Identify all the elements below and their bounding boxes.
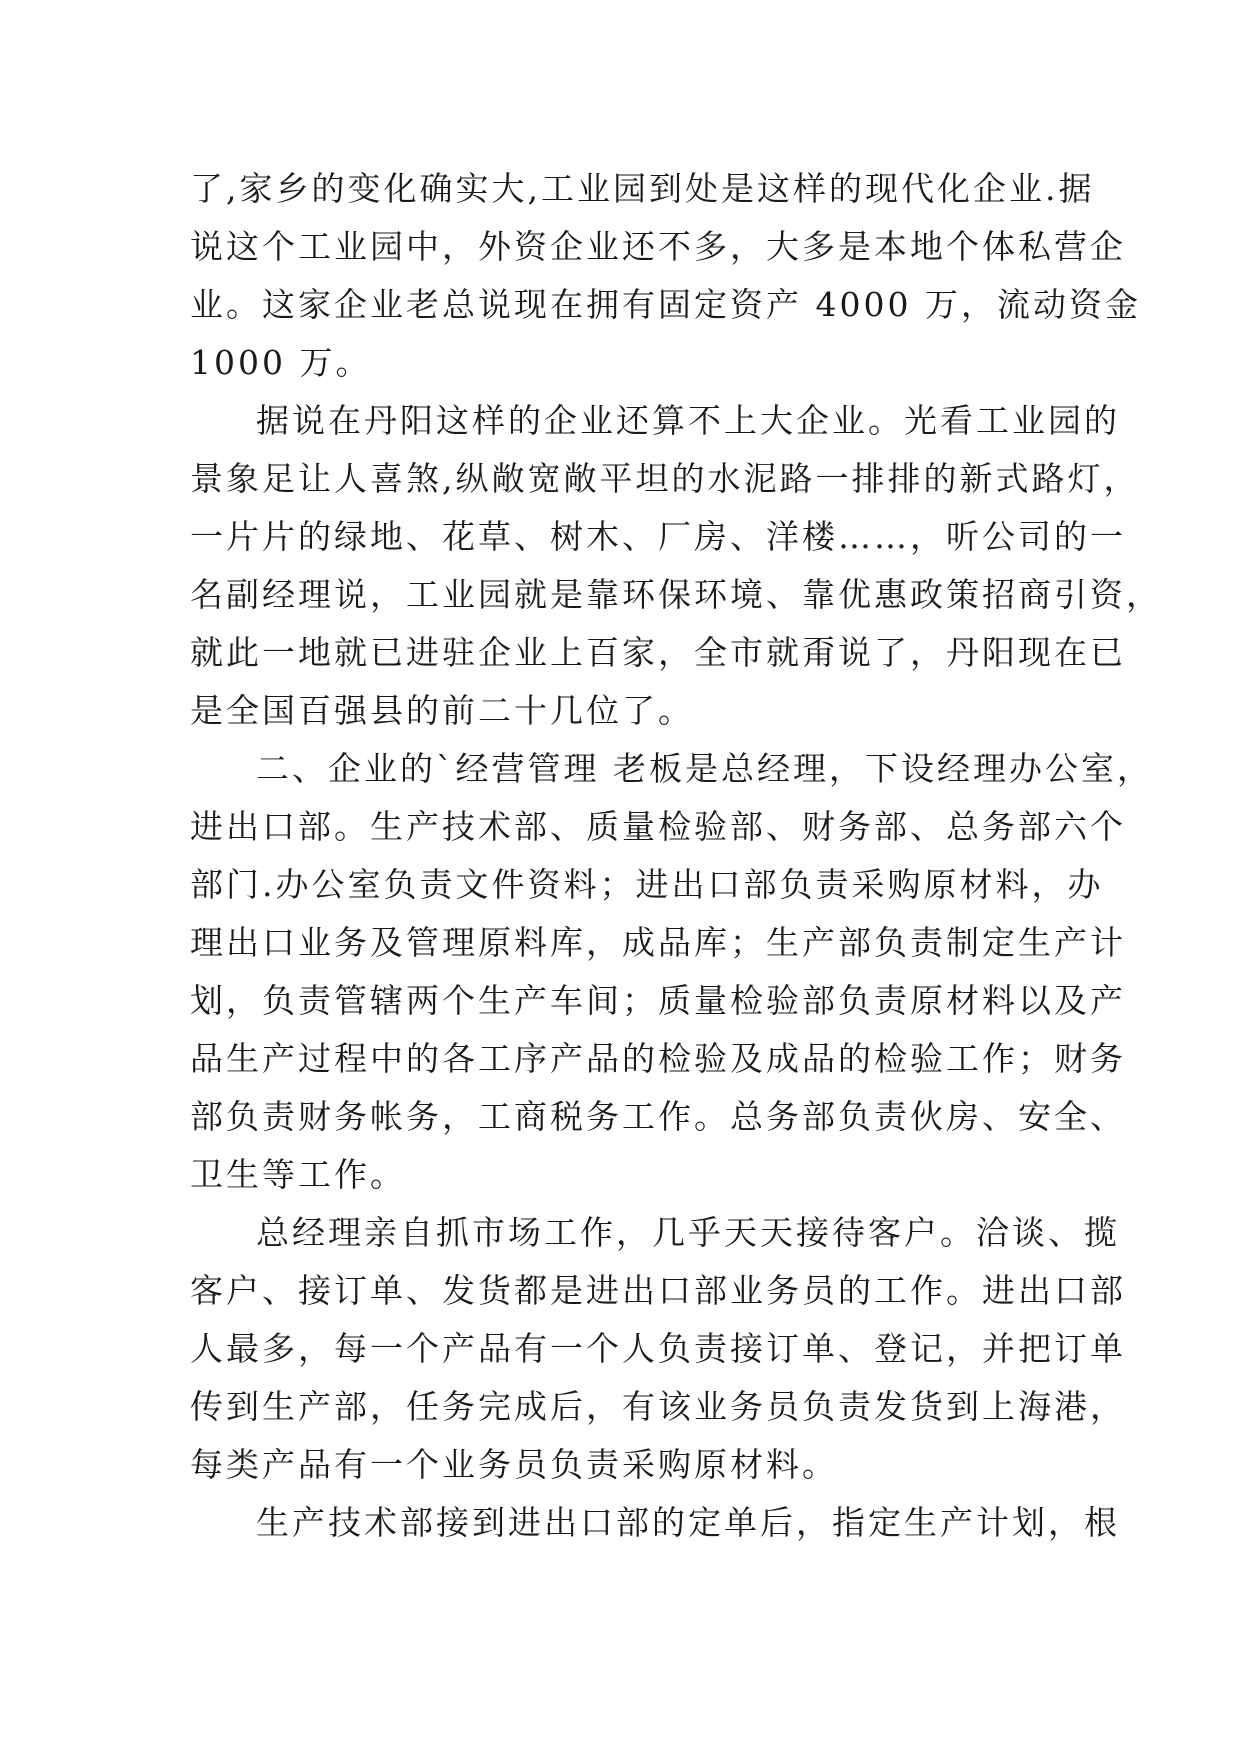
text-line: 景象足让人喜煞,纵敞宽敞平坦的水泥路一排排的新式路灯，	[190, 459, 1140, 498]
text-line: 说这个工业园中，外资企业还不多，大多是本地个体私营企	[190, 227, 1126, 266]
text-line: 客户、接订单、发货都是进出口部业务员的工作。进出口部	[190, 1271, 1126, 1310]
text-line: 是全国百强县的前二十几位了。	[190, 691, 694, 730]
text-line: 生产技术部接到进出口部的定单后，指定生产计划，根	[256, 1503, 1120, 1542]
text-line: 据说在丹阳这样的企业还算不上大企业。光看工业园的	[256, 401, 1120, 440]
text-line: 人最多，每一个产品有一个人负责接订单、登记，并把订单	[190, 1329, 1126, 1368]
text-line: 传到生产部，任务完成后，有该业务员负责发货到上海港，	[190, 1387, 1126, 1426]
text-line: 1000 万。	[190, 343, 372, 382]
text-line: 名副经理说，工业园就是靠环保环境、靠优惠政策招商引资，	[190, 575, 1162, 614]
text-line: 划，负责管辖两个生产车间；质量检验部负责原材料以及产	[190, 981, 1126, 1020]
text-line: 部负责财务帐务，工商税务工作。总务部负责伙房、安全、	[190, 1097, 1126, 1136]
text-line: 每类产品有一个业务员负责采购原材料。	[190, 1445, 838, 1484]
text-line: 二、企业的`经营管理 老板是总经理，下设经理办公室，	[256, 749, 1153, 788]
text-line: 一片片的绿地、花草、树木、厂房、洋楼……，听公司的一	[190, 517, 1126, 556]
document-body	[190, 160, 1162, 1552]
text-line: 业。这家企业老总说现在拥有固定资产 4000 万，流动资金	[190, 285, 1141, 324]
text-line: 卫生等工作。	[190, 1155, 406, 1194]
text-line: 进出口部。生产技术部、质量检验部、财务部、总务部六个	[190, 807, 1126, 846]
text-line: 理出口业务及管理原料库，成品库；生产部负责制定生产计	[190, 923, 1126, 962]
text-line: 总经理亲自抓市场工作，几乎天天接待客户。洽谈、揽	[256, 1213, 1120, 1252]
text-line: 了,家乡的变化确实大,工业园到处是这样的现代化企业.据	[190, 169, 1095, 208]
text-line: 部门.办公室负责文件资料；进出口部负责采购原材料，办	[190, 865, 1104, 904]
text-line: 就此一地就已进驻企业上百家，全市就甭说了，丹阳现在已	[190, 633, 1126, 672]
text-line: 品生产过程中的各工序产品的检验及成品的检验工作；财务	[190, 1039, 1126, 1078]
